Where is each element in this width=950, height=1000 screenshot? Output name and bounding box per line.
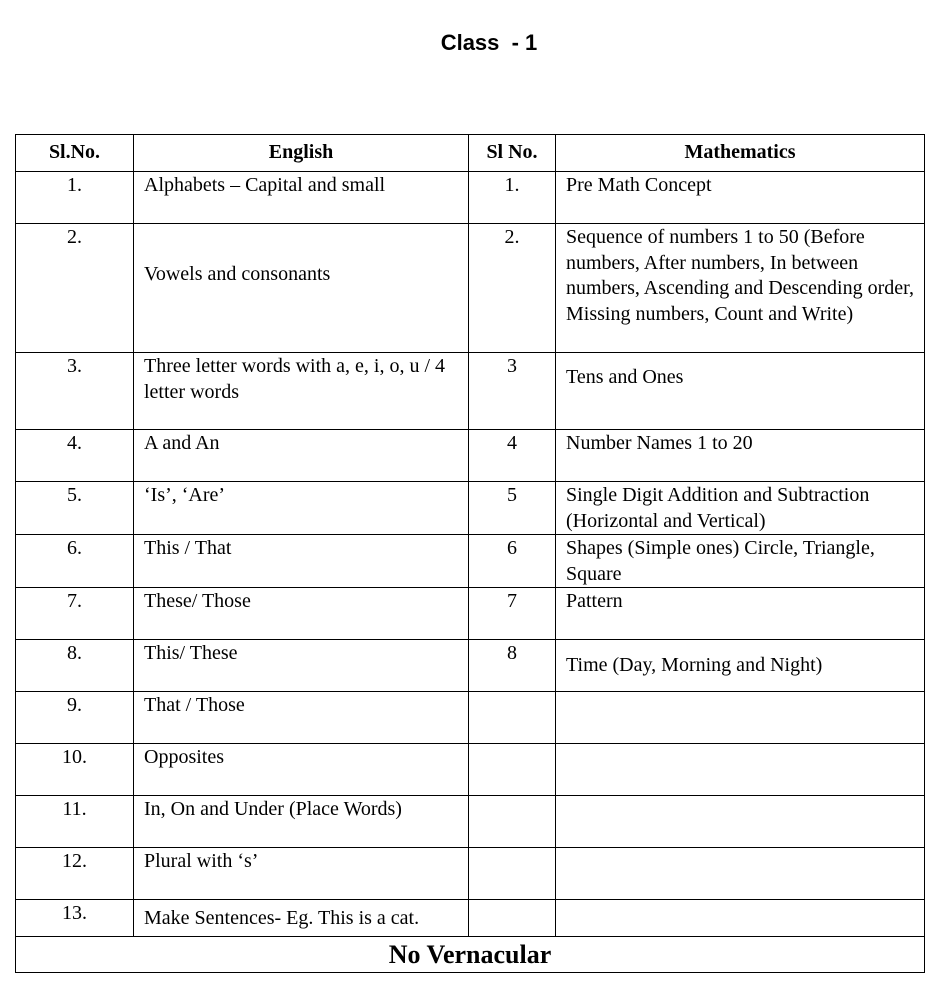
math-topic: Shapes (Simple ones) Circle, Triangle, Square [556,535,925,588]
math-sl-no: 2. [469,224,556,353]
english-topic: A and An [134,430,469,482]
math-sl-no [469,692,556,744]
math-topic [556,848,925,900]
table-row [16,482,925,535]
table-row [16,796,925,848]
math-topic: Pre Math Concept [556,172,925,224]
math-topic: Single Digit Addition and Subtraction (Horizontal and Vertical) [556,482,925,535]
header-row [16,135,925,172]
table-row [16,744,925,796]
english-topic: Alphabets – Capital and small [134,172,469,224]
math-topic: Tens and Ones [556,353,925,430]
math-sl-no: 6 [469,535,556,588]
english-topic: Plural with ‘s’ [134,848,469,900]
footer-row [16,937,925,973]
english-sl-no: 11. [16,796,134,848]
english-sl-no: 7. [16,588,134,640]
english-sl-no: 2. [16,224,134,353]
english-sl-no: 1. [16,172,134,224]
table-row [16,353,925,430]
english-sl-no: 9. [16,692,134,744]
table-row [16,640,925,692]
english-sl-no: 5. [16,482,134,535]
english-topic: In, On and Under (Place Words) [134,796,469,848]
math-sl-no [469,796,556,848]
header-english-sl-no: Sl.No. [16,135,134,172]
english-topic: This / That [134,535,469,588]
english-topic: Make Sentences- Eg. This is a cat. [134,900,469,937]
table-row [16,588,925,640]
table-row [16,535,925,588]
math-sl-no [469,900,556,937]
english-topic: Three letter words with a, e, i, o, u / 4 letter words [134,353,469,430]
math-topic: Time (Day, Morning and Night) [556,640,925,692]
english-sl-no: 8. [16,640,134,692]
math-topic: Number Names 1 to 20 [556,430,925,482]
math-sl-no [469,744,556,796]
table-row [16,224,925,353]
english-topic: That / Those [134,692,469,744]
header-math-sl-no: Sl No. [469,135,556,172]
footer-note: No Vernacular [16,937,925,973]
english-topic: ‘Is’, ‘Are’ [134,482,469,535]
english-sl-no: 6. [16,535,134,588]
english-sl-no: 4. [16,430,134,482]
math-sl-no: 8 [469,640,556,692]
table-row [16,172,925,224]
math-sl-no: 3 [469,353,556,430]
page-title: Class - 1 [440,30,538,55]
math-sl-no: 1. [469,172,556,224]
math-topic: Pattern [556,588,925,640]
math-topic [556,796,925,848]
english-sl-no: 13. [16,900,134,937]
english-sl-no: 3. [16,353,134,430]
table-row [16,848,925,900]
english-topic: Opposites [134,744,469,796]
math-sl-no [469,848,556,900]
table-row [16,430,925,482]
syllabus-table [15,134,925,973]
english-sl-no: 10. [16,744,134,796]
math-topic [556,692,925,744]
math-sl-no: 5 [469,482,556,535]
math-sl-no: 7 [469,588,556,640]
english-topic: Vowels and consonants [134,224,469,353]
math-topic: Sequence of numbers 1 to 50 (Before numbers, After numbers, In between numbers, Ascending and Descending order, Missing numbers, Count and Write) [556,224,925,353]
english-topic: This/ These [134,640,469,692]
table-row [16,900,925,937]
english-sl-no: 12. [16,848,134,900]
math-topic [556,900,925,937]
table-row [16,692,925,744]
header-english: English [134,135,469,172]
english-topic: These/ Those [134,588,469,640]
math-topic [556,744,925,796]
header-mathematics: Mathematics [556,135,925,172]
math-sl-no: 4 [469,430,556,482]
